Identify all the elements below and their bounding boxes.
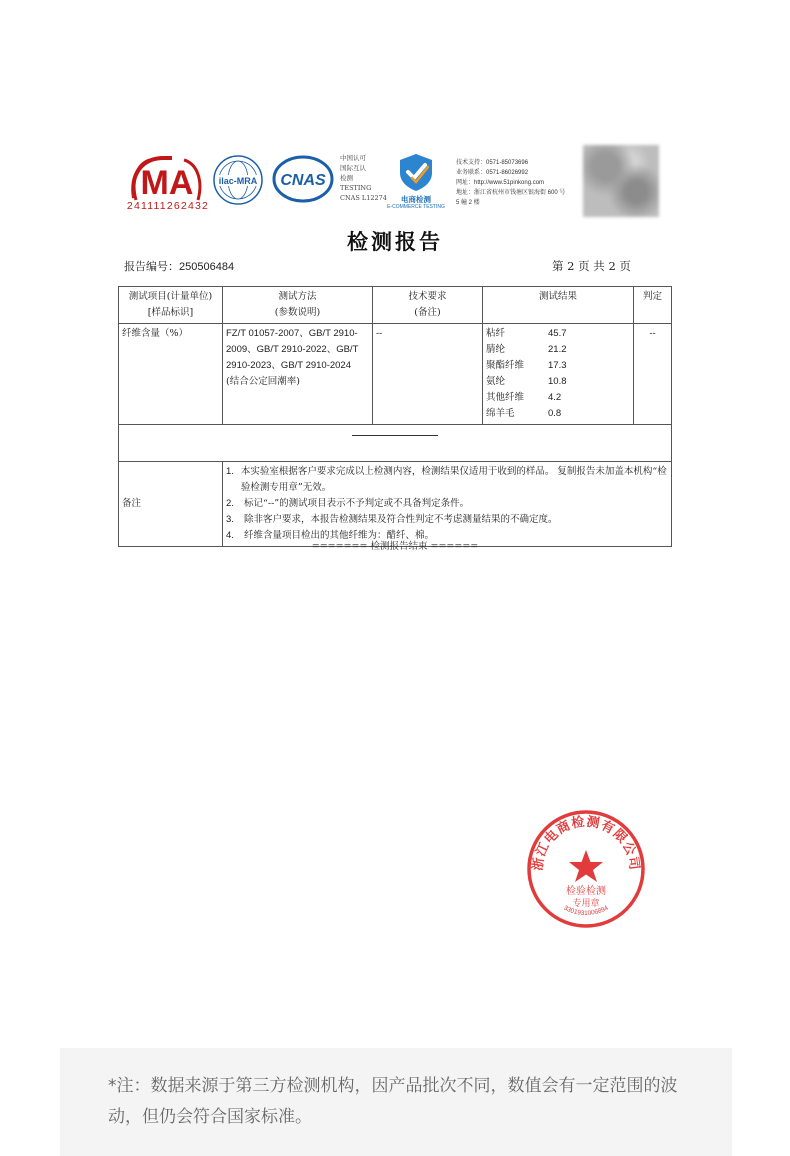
fiber-value: 4.2: [548, 392, 562, 403]
header-requirement-line: 技术要求: [408, 291, 447, 302]
cnas-text-line: 中国认可: [340, 154, 366, 162]
page-info: 第 2 页 共 2 页: [552, 259, 631, 273]
note-text: 标记“--”的测试项目表示不予判定或不具备判定条件。: [244, 498, 470, 509]
contact-line: 网址：http://www.51pinkong.com: [456, 180, 545, 186]
cnas-accreditation-text: [340, 153, 387, 203]
cnas-text-line: TESTING: [340, 184, 372, 192]
fiber-name: 氨纶: [486, 376, 506, 387]
note-item: [226, 464, 668, 496]
fiber-value: 17.3: [548, 360, 567, 371]
cnas-text: CNAS: [280, 172, 326, 189]
result-line: [486, 358, 630, 374]
note-number: 3.: [226, 514, 234, 525]
cnas-logo: [272, 153, 334, 205]
blurred-qr-code: [583, 145, 659, 217]
result-line: [486, 406, 630, 422]
note-number: 1.: [226, 466, 234, 477]
contact-line: 业务联系：0571-86026992: [456, 170, 529, 176]
fiber-name: 其他纤维: [486, 392, 525, 403]
cma-text: MA: [140, 164, 194, 202]
seal-org-text: 浙江电商检测有限公司: [530, 814, 642, 872]
requirement-cell: --: [373, 324, 483, 425]
report-title: 检测报告: [347, 229, 443, 254]
note-number: 2.: [226, 498, 234, 509]
notes-label: 备注: [119, 462, 223, 547]
table-header-row: [119, 287, 672, 324]
contact-line: 5 幢 2 楼: [456, 200, 480, 206]
separator-row: [119, 425, 672, 462]
header-method: [223, 287, 373, 324]
header-result: 测试结果: [483, 287, 634, 324]
ecommerce-testing-sublabel: E-COMMERCE TESTING: [387, 204, 445, 210]
seal-number: 3301931006894: [562, 904, 610, 917]
method-cell: [223, 324, 373, 425]
fiber-name: 腈纶: [486, 344, 506, 355]
header-item-line: 测试项目(计量单位): [128, 291, 213, 302]
result-line: [486, 342, 630, 358]
fiber-value: 21.2: [548, 344, 567, 355]
result-line: [486, 326, 630, 342]
contact-line: 地址：浙江省杭州市钱塘区银海街 600 号: [456, 190, 566, 196]
separator-line: [352, 435, 438, 436]
note-text: 除非客户要求，本报告检测结果及符合性判定不考虑测量结果的不确定度。: [244, 514, 558, 525]
contact-info: [456, 158, 565, 208]
header-requirement: [373, 287, 483, 324]
fiber-value: 45.7: [548, 328, 567, 339]
result-line: [486, 374, 630, 390]
note-number: 4.: [226, 530, 234, 541]
cnas-text-line: 检测: [340, 174, 353, 182]
official-seal: [525, 808, 647, 930]
footer-note-text: *注：数据来源于第三方检测机构，因产品批次不同，数值会有一定范围的波动，但仍会符合国家标准。: [108, 1076, 678, 1127]
fiber-name: 聚酯纤维: [486, 360, 525, 371]
ilac-text: ilac-MRA: [218, 176, 258, 186]
report-end-line: ======= 检测报告结束 ======: [311, 541, 479, 552]
verdict-cell: --: [634, 324, 672, 425]
seal-center-line1: 检验检测: [566, 886, 606, 897]
result-line: [486, 390, 630, 406]
header-item: [119, 287, 223, 324]
test-result-table: [118, 286, 672, 547]
header-method-line: 测试方法: [278, 291, 317, 302]
ecommerce-testing-label: 电商检测: [401, 195, 431, 204]
fiber-value: 0.8: [548, 408, 562, 419]
ilac-mra-logo: [212, 154, 264, 206]
result-cell: [483, 324, 634, 425]
table-row: [119, 324, 672, 425]
header-method-line: (参数说明): [274, 307, 321, 318]
header-requirement-line: (备注): [414, 307, 441, 318]
contact-line: 技术支持：0571-85073696: [456, 160, 529, 166]
seal-center-line2: 专用章: [572, 899, 600, 909]
note-item: [226, 496, 668, 512]
report-number-label: 报告编号：: [124, 261, 179, 273]
method-standards: FZ/T 01057-2007、GB/T 2910-2009、GB/T 2910-2022、GB/T 2910-2023、GB/T 2910-2024: [226, 328, 359, 371]
report-number: [124, 258, 234, 274]
report-number-value: 250506484: [179, 261, 235, 273]
cnas-text-line: 国际互认: [340, 164, 366, 172]
cnas-text-line: CNAS L12274: [340, 194, 387, 202]
item-cell: 纤维含量（%）: [119, 324, 223, 425]
note-item: [226, 512, 668, 528]
cma-number: 241111262432: [126, 200, 210, 212]
note-text: 纤维含量项目检出的其他纤维为：醋纤、棉。: [244, 530, 435, 541]
notes-row: [119, 462, 672, 547]
separator-cell: [119, 425, 672, 462]
note-text: 本实验室根据客户要求完成以上检测内容，检测结果仅适用于收到的样品。 复制报告未加盖本机构“检验检测专用章”无效。: [240, 466, 667, 493]
fiber-name: 粘纤: [486, 328, 506, 339]
notes-cell: [223, 462, 672, 547]
header-item-line: [样品标识]: [147, 307, 194, 318]
fiber-name: 绵羊毛: [486, 408, 515, 419]
method-note: (结合公定回潮率): [226, 376, 300, 387]
header-verdict: 判定: [634, 287, 672, 324]
fiber-value: 10.8: [548, 376, 567, 387]
